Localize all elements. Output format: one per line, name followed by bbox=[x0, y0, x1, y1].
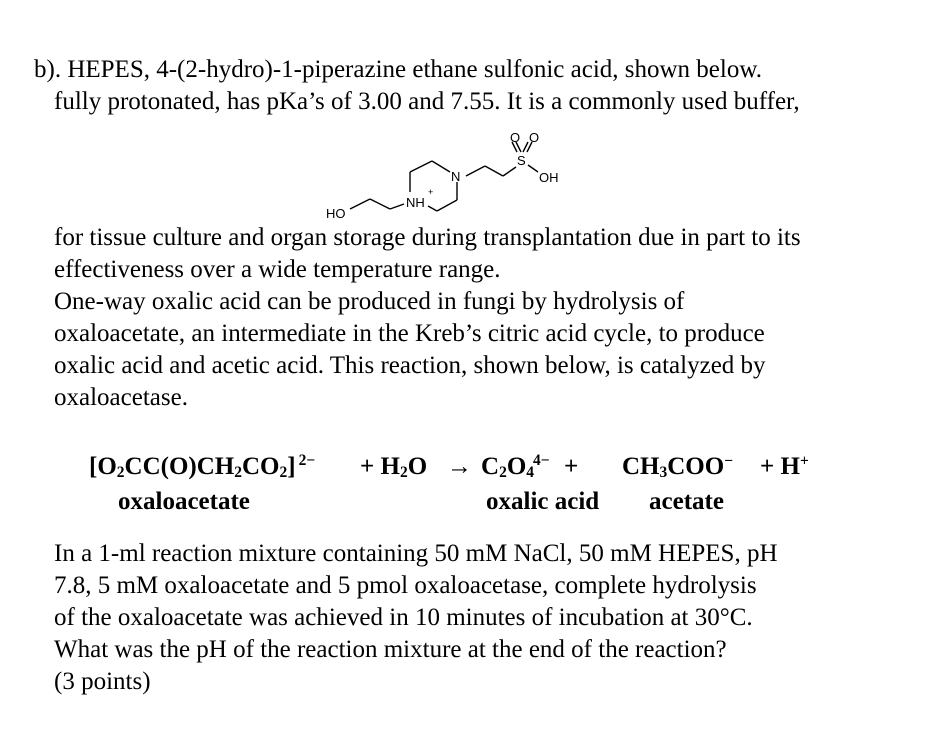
hepes-bonds bbox=[350, 142, 538, 211]
reaction-plus: + bbox=[564, 453, 579, 480]
paragraph1-line-1: for tissue culture and organ storage during transplantation due in part to its bbox=[54, 224, 801, 251]
label-oxalic-acid: oxalic acid bbox=[486, 488, 600, 515]
label-acetate: acetate bbox=[649, 488, 724, 515]
question-line-1: In a 1-ml reaction mixture containing 50 mM NaCl, 50 mM HEPES, pH bbox=[54, 540, 778, 567]
intro-line-2: fully protonated, has pKa’s of 3.00 and 7.55. It is a commonly used buffer, bbox=[54, 88, 800, 115]
paragraph1-line-5: oxalic acid and acetic acid. This reaction, shown below, is catalyzed by bbox=[54, 352, 766, 379]
question-line-2: 7.8, 5 mM oxaloacetate and 5 pmol oxaloacetase, complete hydrolysis bbox=[54, 572, 757, 599]
paragraph1-line-2: effectiveness over a wide temperature range. bbox=[54, 256, 501, 283]
sulfonyl-oxygen-left: O bbox=[510, 130, 521, 145]
question-line-4: What was the pH of the reaction mixture at the end of the reaction? bbox=[54, 636, 727, 663]
reaction-proton: + H+ bbox=[760, 452, 809, 480]
paragraph1-line-3: One-way oxalic acid can be produced in fungi by hydrolysis of bbox=[54, 288, 685, 315]
label-oxaloacetate: oxaloacetate bbox=[118, 488, 250, 515]
reaction-water: + $H_2O$ bbox=[360, 453, 428, 482]
hydroxyl-ho: HO bbox=[326, 206, 346, 221]
reaction-oxalate: $C_2O_4^{4-}$ bbox=[481, 452, 550, 482]
reaction-acetate: $CH_3COO^-$ bbox=[622, 452, 734, 482]
intro-line-1: b). HEPES, 4-(2-hydro)-1-piperazine ethane sulfonic acid, shown below. bbox=[34, 56, 763, 83]
nitrogen-atom: N bbox=[451, 169, 461, 184]
sulfonyl-oxygen-right: O bbox=[529, 130, 540, 145]
hydroxyl-oh: OH bbox=[539, 170, 559, 185]
question-points: (3 points) bbox=[54, 668, 151, 695]
reaction-reactant: $[O_2CC(O)CH_2CO_2]$ $^{2-}$ bbox=[89, 452, 316, 482]
sulfur-atom: S bbox=[517, 153, 526, 168]
question-line-3: of the oxaloacetate was achieved in 10 minutes of incubation at 30°C. bbox=[54, 604, 753, 631]
nitrogen-charge: + bbox=[428, 187, 434, 197]
protonated-nitrogen: NH bbox=[406, 195, 425, 210]
paragraph1-line-6: oxaloacetase. bbox=[54, 384, 188, 411]
reaction-arrow: → bbox=[447, 453, 472, 480]
hepes-structure bbox=[320, 128, 580, 228]
paragraph1-line-4: oxaloacetate, an intermediate in the Kreb’s citric acid cycle, to produce bbox=[54, 320, 765, 347]
